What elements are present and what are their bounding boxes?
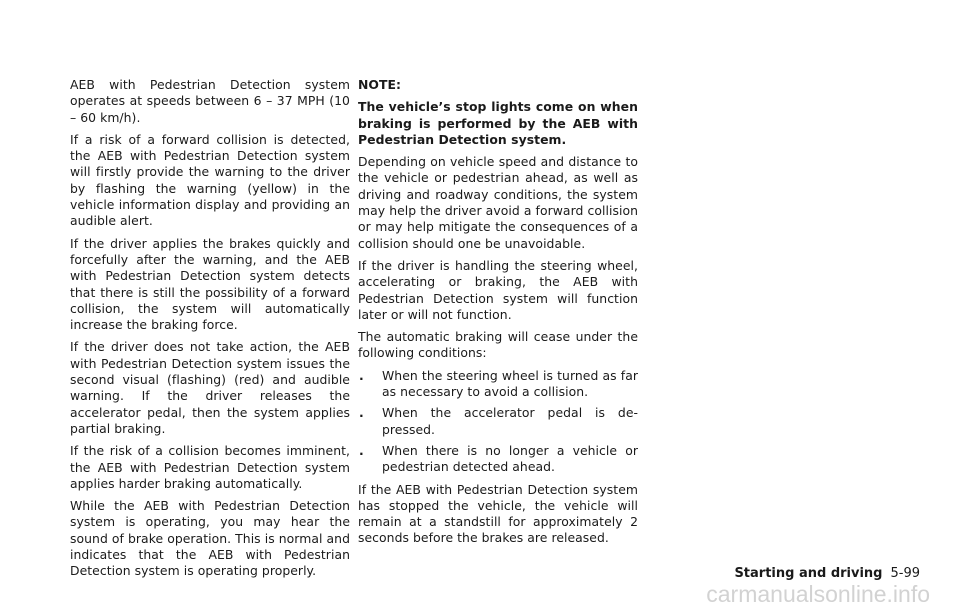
list-item-text: When there is no longer a vehicle or pedestrian detected ahead. (382, 442, 638, 475)
page-number: 5-99 (890, 566, 920, 581)
harder-braking-paragraph: If the risk of a collision becomes imminent, the AEB with Pedestrian Detection system applies harder braking automatically. (70, 443, 350, 491)
cease-intro-paragraph: The automatic braking will cease under the following conditions: (358, 329, 638, 361)
page-footer (734, 566, 920, 581)
second-warning-paragraph: If the driver does not take action, the AEB with Pedestrian Detection system issues the second visual (flashing) (red) and audible warning. If the driver releases the accelerator pedal, then the system applies partial braking. (70, 339, 350, 436)
note-text: The vehicle’s stop lights come on when braking is performed by the AEB with Pedestrian Detection system. (358, 99, 638, 147)
brake-sound-paragraph: While the AEB with Pedestrian Detection system is operating, you may hear the sound of brake operation. This is normal and indicates that the AEB with Pedestrian Detection system is operating properly. (70, 498, 350, 579)
section-title: Starting and driving (734, 566, 883, 581)
list-item (358, 443, 638, 476)
list-item-text: When the steering wheel is turned as far as necessary to avoid a collision. (382, 367, 638, 400)
bullet-marker: . (359, 405, 364, 421)
right-column (358, 77, 638, 553)
left-column (70, 77, 350, 586)
site-watermark: carmanualsonline.info (706, 581, 930, 607)
bullet-marker: . (359, 442, 364, 458)
list-item (358, 405, 638, 438)
note-label: NOTE: (358, 77, 402, 92)
bullet-marker: . (359, 367, 364, 383)
conditions-paragraph: Depending on vehicle speed and distance to the vehicle or pedestrian ahead, as well as driving and roadway conditions, the system may help the driver avoid a forward collision or may help mitigate the consequences of a collision should one be unavoidable. (358, 154, 638, 251)
cease-conditions-list (358, 368, 638, 476)
list-item (358, 368, 638, 401)
speed-range-paragraph: AEB with Pedestrian Detection system operates at speeds between 6 – 37 MPH (10 – 60 km/h). (70, 77, 350, 125)
driver-handling-paragraph: If the driver is handling the steering wheel, accelerating or braking, the AEB with Pedestrian Detection system will function later or will not function. (358, 257, 638, 322)
first-warning-paragraph: If a risk of a forward collision is detected, the AEB with Pedestrian Detection system will firstly provide the warning to the driver by flashing the warning (yellow) in the vehicle information display and providing an audible alert. (70, 131, 350, 229)
standstill-paragraph: If the AEB with Pedestrian Detection system has stopped the vehicle, the vehicle will remain at a standstill for approximately 2 seconds before the brakes are released. (358, 481, 638, 546)
list-item-text: When the accelerator pedal is depressed. (382, 405, 638, 437)
brake-assist-paragraph: If the driver applies the brakes quickly and forcefully after the warning, and the AEB with Pedestrian Detection system detects that there is still the possibility of a forward collision, the system will automatically increase the braking force. (70, 235, 350, 333)
